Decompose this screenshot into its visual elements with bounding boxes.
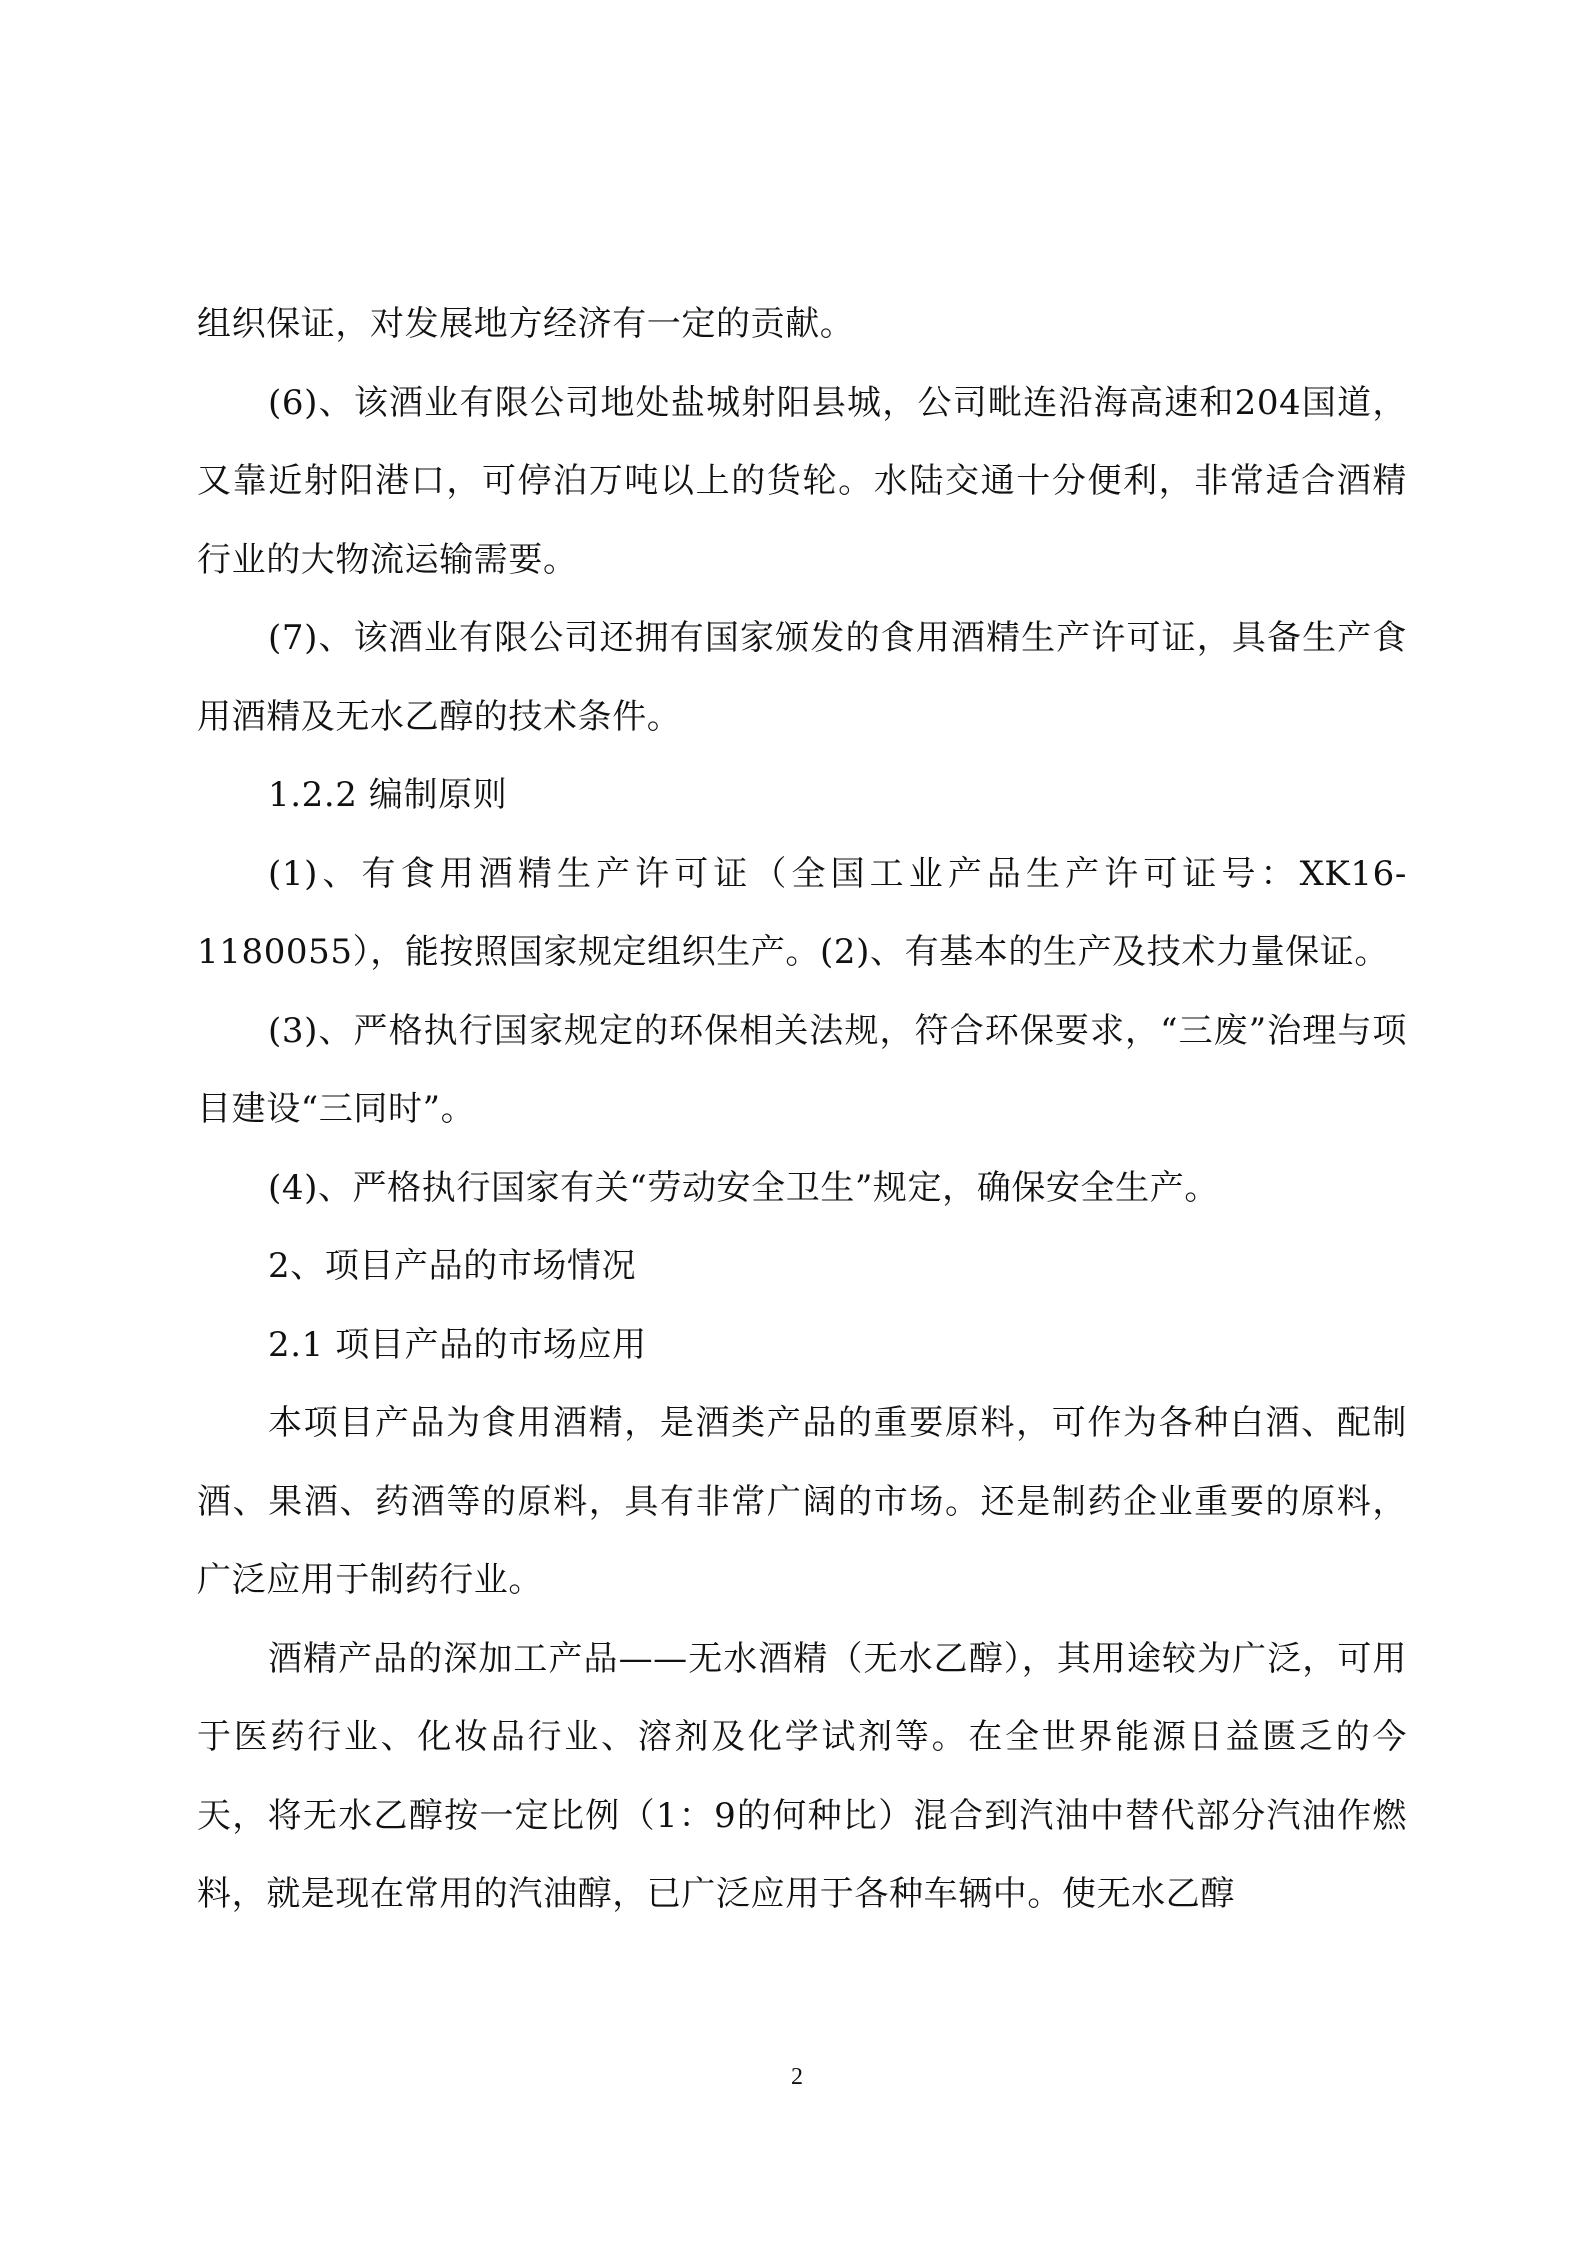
section-heading-2-1: 2.1 项目产品的市场应用 (268, 1324, 647, 1365)
section-heading-2: 2、项目产品的市场情况 (268, 1246, 637, 1286)
page-number: 2 (791, 2064, 803, 2090)
section-heading-1-2-2: 1.2.2 编制原则 (268, 775, 508, 815)
paragraph-2: (6)、该酒业有限公司地处盐城射阳县城，公司毗连沿海高速和204国道，又靠近射阳港口，可停泊万吨以上的货轮。水陆交通十分便利，非常适合酒精行业的大物流运输需要。 (197, 382, 1407, 580)
paragraph-1: 组织保证，对发展地方经济有一定的贡献。 (197, 304, 855, 344)
paragraph-10: 本项目产品为食用酒精，是酒类产品的重要原料，可作为各种白酒、配制酒、果酒、药酒等的原料，具有非常广阔的市场。还是制药企业重要的原料，广泛应用于制药行业。 (197, 1403, 1407, 1600)
paragraph-7: (4)、严格执行国家有关“劳动安全卫生”规定，确保安全生产。 (268, 1167, 1219, 1208)
paragraph-5: (1)、有食用酒精生产许可证（全国工业产品生产许可证号：XK16-1180055），能按照国家规定组织生产。(2)、有基本的生产及技术力量保证。 (197, 853, 1407, 972)
document-body (197, 285, 1407, 1934)
paragraph-3: (7)、该酒业有限公司还拥有国家颁发的食用酒精生产许可证，具备生产食用酒精及无水乙醇的技术条件。 (197, 618, 1407, 737)
paragraph-6: (3)、严格执行国家规定的环保相关法规，符合环保要求，“三废”治理与项目建设“三同时”。 (197, 1010, 1407, 1129)
paragraph-11: 酒精产品的深加工产品——无水酒精（无水乙醇），其用途较为广泛，可用于医药行业、化妆品行业、溶剂及化学试剂等。在全世界能源日益匮乏的今天，将无水乙醇按一定比例（1：9的何种比）混合到汽油中替代部分汽油作燃料，就是现在常用的汽油醇，已广泛应用于各种车辆中。使无水乙醇 (197, 1638, 1407, 1914)
